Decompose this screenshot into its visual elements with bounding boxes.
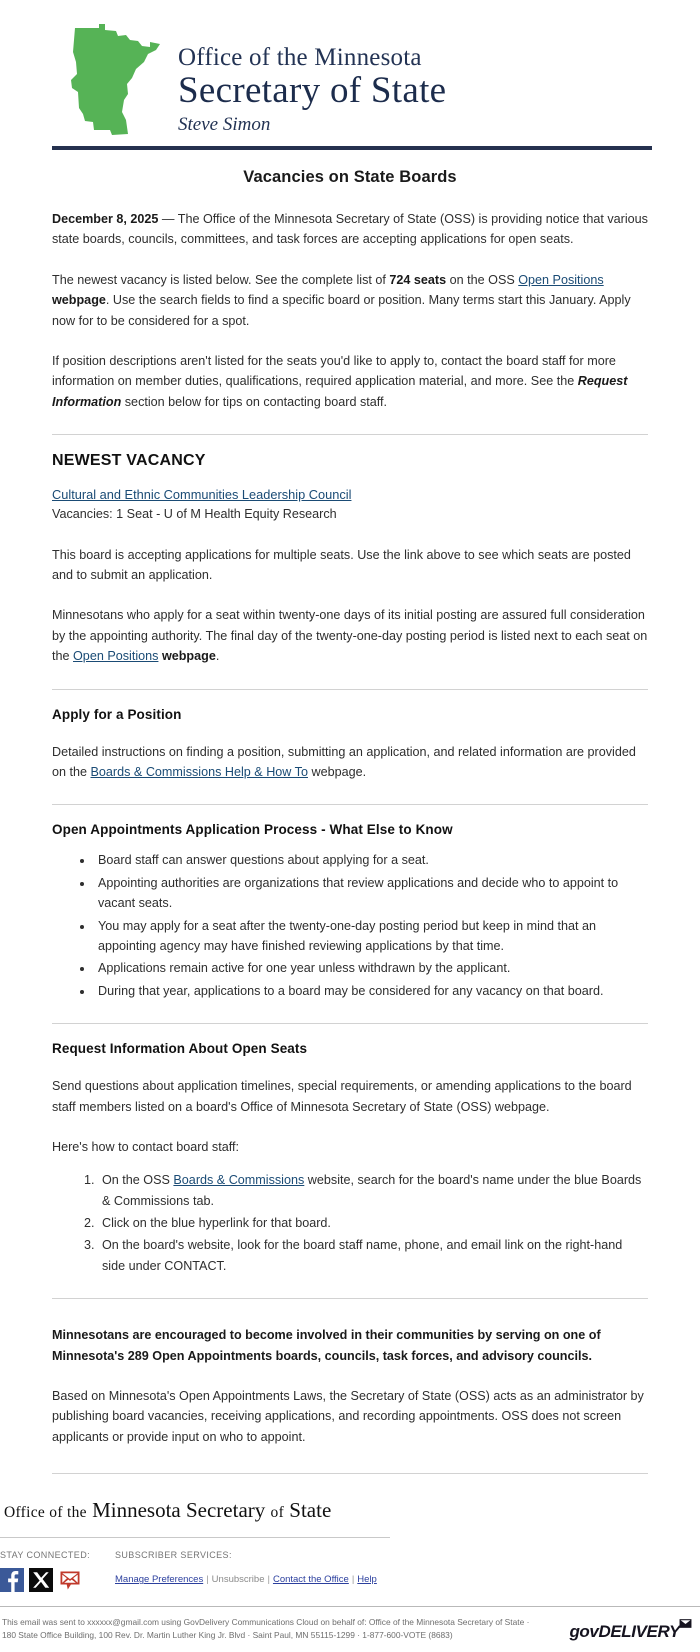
masthead [52,22,648,140]
process-heading: Open Appointments Application Process - What Else to Know [52,822,453,838]
footer-wordmark-part-3: Secretary [185,1498,266,1523]
footer-wordmark-part-4: of [270,1504,285,1522]
closing-paragraph: Based on Minnesota's Open Appointments Laws, the Secretary of State (OSS) acts as an administrator by publishing board vacancies, receiving applications, and recording appointments. OSS does not screen applicants or provide input on who to appoint. [52,1389,644,1444]
subscriber-services-label: SUBSCRIBER SERVICES: [115,1550,232,1561]
footer-wordmark [0,1498,700,1523]
apply-paragraph [52,742,648,783]
vacancy-p2-webpage: webpage [161,649,216,664]
link-separator-3: | [351,1574,355,1586]
govdelivery-wordmark: govDELIVERY [569,1622,680,1642]
stay-connected-column [0,1550,115,1592]
divider-4 [52,1023,648,1024]
email-body [0,209,700,1474]
intro-p3-part-b: section below for tips on contacting board staff. [121,394,388,409]
apply-part-b: webpage. [307,764,367,779]
footer-wordmark-part-5: State [289,1498,332,1523]
vacancy-seats-line: Vacancies: 1 Seat - U of M Health Equity Research [52,507,337,522]
intro-p2-webpage: webpage [52,293,106,308]
closing-bold-text: Minnesotans are encouraged to become involved in their communities by serving on one of Minnesota's 289 Open Appointments boards, councils, task forces, and advisory councils. [52,1328,601,1363]
email-icon[interactable] [58,1568,82,1592]
step1-part-b: website, search for the board's name under the blue Boards & Commissions tab. [102,1173,642,1208]
request-info-heading: Request Information About Open Seats [52,1041,308,1057]
list-item [98,1170,648,1211]
list-item: 3. On the board's website, look for the board staff name, phone, and email link on the right-hand side under CONTACT. [98,1235,648,1276]
list-item: • Appointing authorities are organizations that review applications and decide who to appoint to vacant seats. [94,873,648,914]
wordmark-line-2: Secretary of State [178,70,447,111]
header-blue-rule [52,146,652,150]
footer-wordmark-part-1: Office of the [4,1504,87,1522]
govdelivery-logo [569,1616,696,1642]
board-name-link[interactable]: Cultural and Ethnic Communities Leadership Council [52,487,352,503]
step1-part-a: On the OSS [102,1173,174,1188]
legal-row [0,1607,700,1652]
facebook-icon[interactable] [0,1568,24,1592]
email-footer [0,1498,700,1652]
unsubscribe-link[interactable]: Unsubscribe [211,1574,265,1586]
release-date: December 8, 2025 [52,212,159,226]
intro-paragraph-1 [52,209,648,250]
boards-commissions-link[interactable]: Boards & Commissions [173,1173,305,1188]
social-and-subscriber-row [0,1550,700,1592]
request-info-paragraph-2: Here's how to contact board staff: [52,1139,239,1154]
vacancy-p2-period: . [215,649,220,664]
seat-count: 724 seats [389,272,447,287]
apply-part-a: Detailed instructions on finding a position, submitting an application, and related information are provided on the [52,744,636,779]
request-info-paragraph-1: Send questions about application timelines, special requirements, or amending applications to the board staff members listed on a board's Office of Minnesota Secretary of State (OSS) webpage. [52,1079,632,1114]
footer-divider [0,1537,390,1538]
vacancy-p2-part-a: Minnesotans who apply for a seat within twenty-one days of its initial posting are assured full consideration by the appointing authority. The final day of the twenty-one-day posting period is listed next to each seat on the [52,608,648,664]
help-link[interactable]: Help [357,1574,377,1586]
list-item: 2. Click on the blue hyperlink for that board. [98,1213,648,1233]
link-separator-1: | [206,1574,209,1586]
subscriber-services-column [115,1550,700,1585]
subscriber-links-row [115,1574,700,1585]
vacancy-paragraph-1: This board is accepting applications for multiple seats. Use the link above to see which seats are posted and to submit an application. [52,547,631,583]
intro-paragraph-1-text: — The Office of the Minnesota Secretary of State (OSS) is providing notice that various state boards, councils, committees, and task forces are accepting applications for open seats. [52,212,648,247]
link-separator-2: | [267,1574,270,1586]
oss-wordmark [178,45,446,140]
x-twitter-icon[interactable] [29,1568,53,1592]
wordmark-line-1: Office of the Minnesota [178,44,422,71]
apply-heading: Apply for a Position [52,706,182,722]
manage-preferences-link[interactable]: Manage Preferences [115,1574,204,1586]
intro-p3-part-a: If position descriptions aren't listed for the seats you'd like to apply to, contact the board staff for more information on member duties, qualifications, required application material, and more. See the [52,353,616,389]
intro-p2-part-a: The newest vacancy is listed below. See the complete list of [52,272,390,287]
list-item: • During that year, applications to a board may be considered for any vacancy on that board. [94,981,648,1001]
open-positions-link-2[interactable]: Open Positions [73,649,159,664]
intro-paragraph-3 [52,351,648,412]
intro-p2-part-b: on the OSS [446,272,519,287]
page-title: Vacancies on State Boards [243,168,457,186]
email-header [0,0,700,187]
legal-text: This email was sent to xxxxxx@gmail.com using GovDelivery Communications Cloud on behalf of: Office of the Minnesota Secretary of State · 180 State Office Building, 100 Rev. Dr. Martin Luther King Jr. Blvd · Saint Paul, MN 55115-1299 · 1-877-600-VOTE (8683) [2,1617,530,1641]
newest-vacancy-heading: NEWEST VACANCY [52,452,206,470]
help-how-to-link[interactable]: Boards & Commissions Help & How To [90,764,308,779]
list-item: • You may apply for a seat after the twenty-one-day posting period but keep in mind that an appointing agency may have finished reviewing applications by that time. [94,916,648,957]
vacancy-entry [52,486,648,525]
stay-connected-label: STAY CONNECTED: [0,1550,91,1561]
footer-wordmark-part-2: Minnesota [92,1498,181,1523]
closing-bold-paragraph [52,1325,648,1366]
process-bullet-list [52,850,648,1001]
social-icon-group [0,1568,115,1592]
divider-2 [52,689,648,690]
intro-p2-part-d: . Use the search fields to find a specific board or position. Many terms start this January. Apply now for to be considered for a spot. [52,293,631,328]
divider-1 [52,434,648,435]
intro-paragraph-2 [52,270,648,331]
contact-the-office-link[interactable]: Contact the Office [272,1574,349,1586]
request-information-emphasis: Request Information [52,374,628,409]
minnesota-state-outline-icon [64,22,164,140]
divider-5 [52,1298,648,1299]
vacancy-paragraph-2 [52,605,648,666]
divider-3 [52,804,648,805]
contact-steps-list [52,1170,648,1276]
open-positions-link[interactable]: Open Positions [518,272,604,287]
govdelivery-envelope-icon [679,1617,692,1630]
divider-6 [52,1473,648,1474]
list-item: • Applications remain active for one year unless withdrawn by the applicant. [94,958,648,978]
list-item: • Board staff can answer questions about applying for a seat. [94,850,648,870]
wordmark-line-3: Steve Simon [178,114,271,135]
